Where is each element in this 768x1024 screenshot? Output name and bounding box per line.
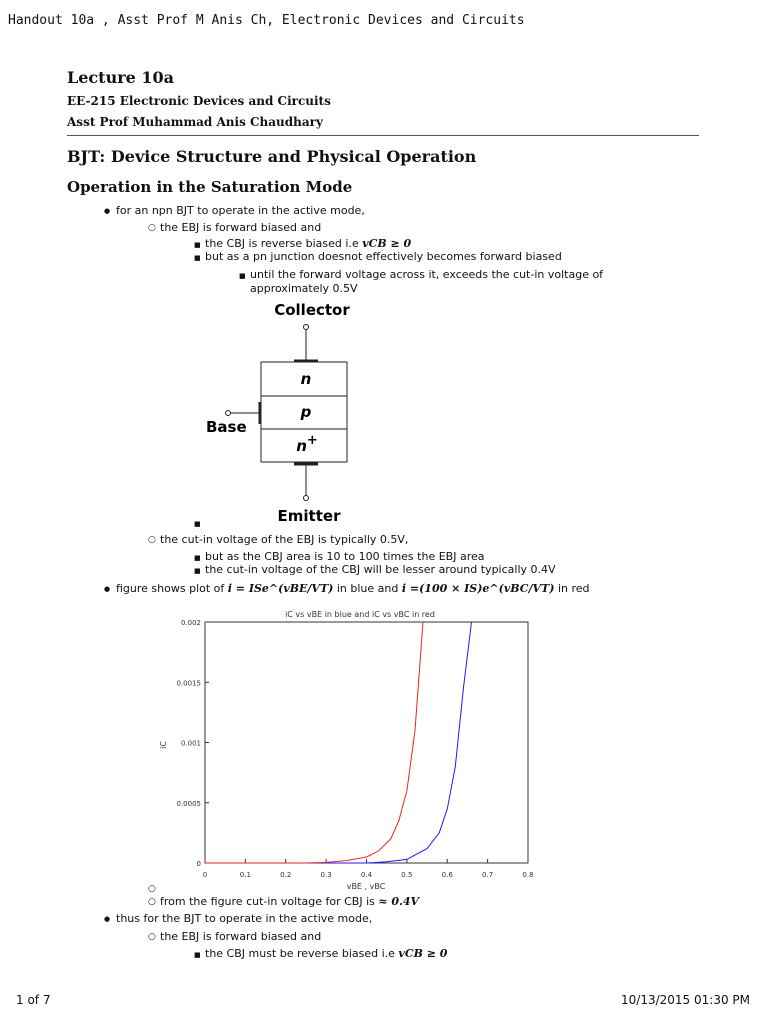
y-axis-label: iC — [159, 741, 168, 749]
x-axis-label: vBE , vBC — [346, 882, 386, 891]
x-axis-ticks — [203, 859, 534, 879]
bullet-text: for an npn BJT to operate in the active mode, — [116, 204, 365, 217]
math-blue-eq: i = ISe^(vBE/VT) — [227, 582, 334, 595]
x-tick-label: 0.8 — [522, 871, 534, 879]
bullet-text: from the figure cut-in voltage for CBJ is — [160, 895, 375, 908]
bullet-cbj-must — [205, 947, 447, 961]
nplus-region-label — [296, 433, 318, 455]
y-tick-label: 0.0015 — [176, 679, 201, 688]
section-title: BJT: Device Structure and Physical Operation — [67, 147, 477, 166]
title-divider — [67, 135, 699, 136]
bullet-ebj-cutin — [160, 533, 408, 547]
course-name: EE-215 Electronic Devices and Circuits — [67, 94, 331, 108]
bullet-text: the CBJ must be reverse biased i.e — [205, 947, 395, 960]
p-region-label: p — [300, 403, 312, 421]
print-timestamp: 10/13/2015 01:30 PM — [621, 993, 750, 1007]
bullet-cbj-reverse — [205, 237, 411, 251]
y-tick-label: 0.0005 — [176, 799, 201, 808]
math-red-eq: i =(100 × IS)e^(vBC/VT) — [401, 582, 555, 595]
bullet-text-cont: approximately 0.5V — [250, 282, 358, 295]
bullet-thus — [116, 912, 372, 926]
series-line-blue — [205, 622, 472, 863]
lecture-title: Lecture 10a — [67, 68, 175, 87]
math-vcb: vCB ≥ 0 — [362, 237, 412, 250]
bullet-pn-junction — [205, 250, 562, 264]
x-tick-label: 0.7 — [482, 871, 494, 879]
bullet-text: figure shows plot of — [116, 582, 225, 595]
page-number: 1 of 7 — [16, 993, 51, 1007]
nplus-sup: + — [306, 433, 318, 448]
bullet-text-post: in red — [557, 582, 590, 595]
y-axis-ticks — [177, 619, 210, 868]
collector-terminal — [304, 325, 309, 330]
x-tick-label: 0.2 — [280, 871, 292, 879]
subsection-title: Operation in the Saturation Mode — [67, 178, 353, 196]
x-tick-label: 0.5 — [401, 871, 413, 879]
y-tick-label: 0 — [196, 860, 201, 868]
bullet-active-mode — [116, 204, 365, 218]
bullet-ebj-forward-2 — [160, 930, 321, 944]
plot-frame — [205, 622, 528, 863]
n-region-label: n — [300, 370, 312, 388]
ic-vs-v-chart — [150, 605, 540, 895]
collector-label: Collector — [274, 301, 350, 319]
x-tick-label: 0.3 — [320, 871, 332, 879]
base-label: Base — [206, 418, 247, 436]
bullet-cbj-cutin — [205, 563, 556, 577]
author-name: Asst Prof Muhammad Anis Chaudhary — [67, 115, 323, 129]
bullet-text: until the forward voltage across it, exceeds the cut-in voltage of — [250, 268, 604, 281]
bullet-text: the cut-in voltage of the CBJ will be lesser around typically 0.4V — [205, 563, 556, 576]
bullet-cut-in — [250, 268, 603, 296]
bullet-cbj-area — [205, 550, 484, 564]
npn-structure-diagram — [195, 298, 375, 530]
chart-title: iC vs vBE in blue and iC vs vBC in red — [285, 610, 435, 619]
math-vcb-2: vCB ≥ 0 — [398, 947, 448, 960]
emitter-terminal — [304, 496, 309, 501]
bullet-ebj-forward — [160, 221, 321, 235]
bullet-text: thus for the BJT to operate in the active mode, — [116, 912, 373, 925]
bullet-text: but as a pn junction doesnot effectively becomes forward biased — [205, 250, 562, 263]
page-header: Handout 10a , Asst Prof M Anis Ch, Electronic Devices and Circuits — [8, 13, 525, 28]
bullet-figure-cutin — [160, 895, 419, 909]
bullet-text: but as the CBJ area is 10 to 100 times the EBJ area — [205, 550, 485, 563]
series-lines — [205, 622, 472, 863]
emitter-label: Emitter — [277, 507, 341, 525]
bullet-text: the cut-in voltage of the EBJ is typically 0.5V, — [160, 533, 409, 546]
bullet-text: the EBJ is forward biased and — [160, 930, 322, 943]
nplus-letter: n — [296, 437, 307, 455]
x-tick-label: 0 — [202, 871, 208, 879]
y-tick-label: 0.001 — [180, 739, 201, 748]
bullet-text: the CBJ is reverse biased i.e — [205, 237, 359, 250]
bullet-figure-plot — [116, 582, 590, 596]
bullet-text-mid: in blue and — [336, 582, 399, 595]
x-tick-label: 0.4 — [360, 871, 373, 879]
y-tick-label: 0.002 — [180, 619, 201, 627]
bullet-text: the EBJ is forward biased and — [160, 221, 322, 234]
base-terminal — [226, 411, 231, 416]
x-tick-label: 0.1 — [239, 871, 251, 879]
math-approx: ≈ 0.4V — [378, 895, 420, 908]
x-tick-label: 0.6 — [441, 871, 453, 879]
series-line-red — [205, 622, 423, 863]
